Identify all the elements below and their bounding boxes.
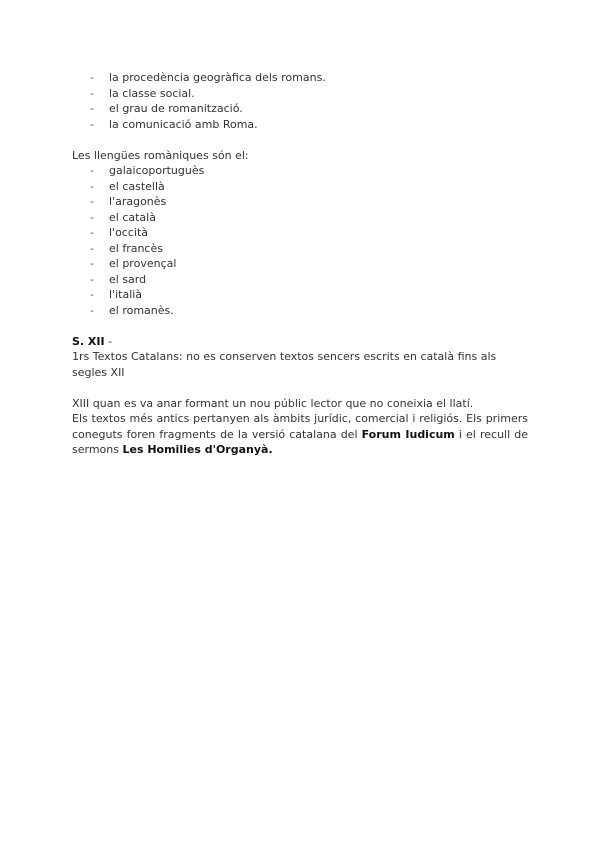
list-item: - l'occità [90,226,149,239]
list-item: - el castellà [90,179,165,193]
list-bullet: - [90,272,94,286]
languages-intro: Les llengües romàniques són el: [72,148,249,162]
list-item: - el provençal [90,257,177,270]
list-bullet: - [90,226,94,239]
list-item: - el sard [90,272,147,286]
document-body [72,70,528,458]
list-bullet: - [90,179,94,193]
list-bullet: - [90,257,94,270]
homilies-title: Les Homilies d'Organyà. [122,443,273,456]
list-bullet: - [90,303,94,317]
list-bullet: - [90,195,94,208]
list-item: - el francès [90,241,163,255]
list-bullet: - [90,86,94,100]
list-bullet: - [90,164,94,177]
public-line: XIII quan es va anar formant un nou públic lector que no coneixia el llatí. [72,396,474,410]
section-heading: S. XII - [72,334,113,348]
list-item: - galaicoportuguès [90,164,205,177]
list-item: - la procedència geogràfica dels romans. [90,71,326,84]
forum-iudicum-title: Forum Iudicum [361,427,455,441]
factors-list [72,70,528,132]
list-item: - la classe social. [90,86,195,100]
languages-list [72,163,528,318]
list-item: - el romanès. [90,303,174,317]
list-bullet: - [90,117,94,131]
list-bullet: - [90,210,94,224]
list-item: - el grau de romanització. [90,102,243,115]
list-item: - l'italià [90,288,143,301]
list-bullet: - [90,102,94,115]
first-texts-line: 1rs Textos Catalans: no es conserven textos sencers escrits en català fins als segles XII [72,350,497,379]
list-bullet: - [90,71,94,84]
list-bullet: - [90,288,94,301]
list-bullet: - [90,241,94,255]
list-item: - l'aragonès [90,195,167,208]
list-item: - el català [90,210,156,224]
list-item: - la comunicació amb Roma. [90,117,258,131]
oldest-texts-paragraph: Els textos més antics pertanyen als àmbits jurídic, comercial i religiós. Els primers coneguts foren fragments de la versió catalana del Forum Iudicum i el recull de sermons Les Homilies d'Organyà. [72,412,529,456]
